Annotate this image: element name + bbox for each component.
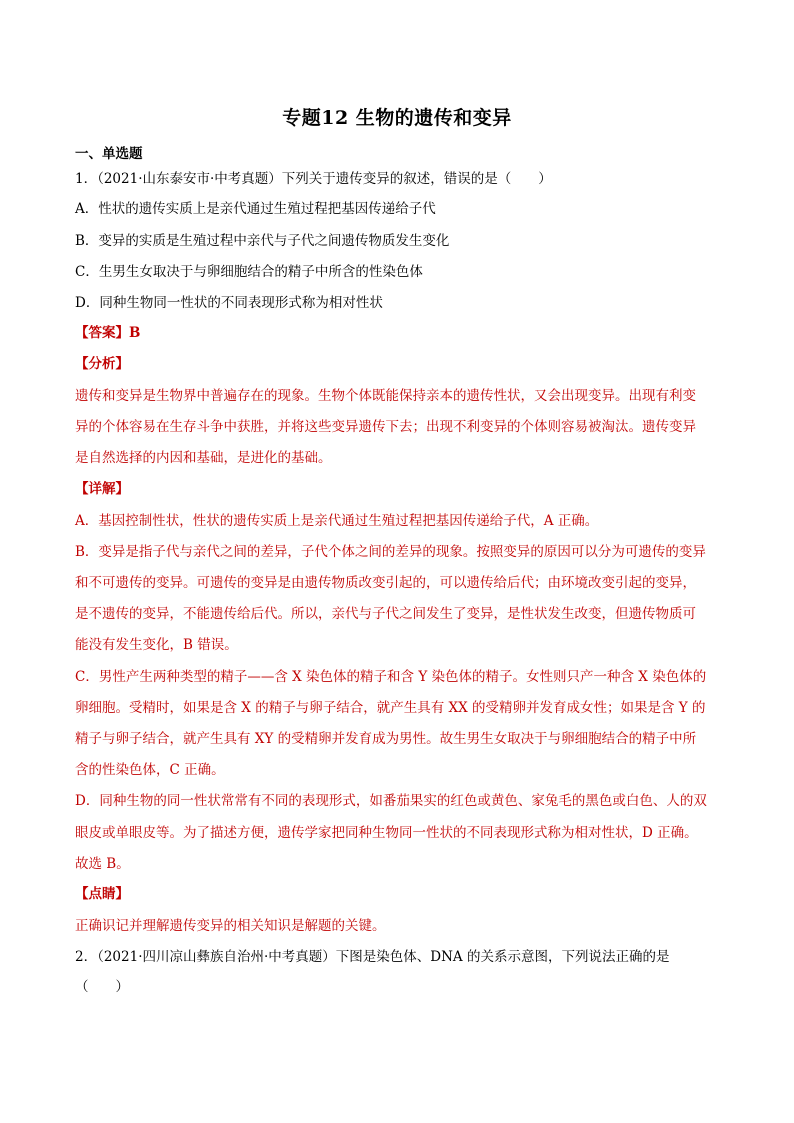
detail-line: 眼皮或单眼皮等。为了描述方便，遗传学家把同种生物同一性状的不同表现形式称为相对性状，D 正确。	[75, 825, 698, 841]
analysis-line: 是自然选择的内因和基础，是进化的基础。	[75, 450, 332, 466]
detail-line: 能没有发生变化，B 错误。	[75, 637, 238, 653]
section-heading: 一、单选题	[75, 146, 143, 162]
analysis-line: 异的个体容易在生存斗争中获胜，并将这些变异遗传下去；出现不利变异的个体则容易被淘汰。遗传变异	[75, 419, 696, 435]
detail-line: A．基因控制性状，性状的遗传实质上是亲代通过生殖过程把基因传递给子代，A 正确。	[75, 513, 599, 529]
question-2-stem: 2．（2021·四川凉山彝族自治州·中考真题）下图是染色体、DNA 的关系示意图，下列说法正确的是	[75, 949, 670, 965]
page-title: 专题12 生物的遗传和变异	[282, 107, 512, 129]
detail-line: B．变异是指子代与亲代之间的差异，子代个体之间的差异的现象。按照变异的原因可以分为可遗传的变异	[75, 544, 706, 560]
comment-line: 正确识记并理解遗传变异的相关知识是解题的关键。	[75, 918, 386, 934]
detail-line: 是不遗传的变异，不能遗传给后代。所以，亲代与子代之间发生了变异，是性状发生改变，但遗传物质可	[75, 606, 696, 622]
question-1-stem: 1．（2021·山东泰安市·中考真题）下列关于遗传变异的叙述，错误的是（ ）	[75, 171, 552, 187]
question-2-blank: （ ）	[75, 979, 129, 995]
question-1-option-a: A．性状的遗传实质上是亲代通过生殖过程把基因传递给子代	[75, 201, 436, 217]
question-1-option-b: B．变异的实质是生殖过程中亲代与子代之间遗传物质发生变化	[75, 233, 450, 249]
analysis-line: 遗传和变异是生物界中普遍存在的现象。生物个体既能保持亲本的遗传性状，又会出现变异。出现有利变	[75, 388, 696, 404]
answer-label: 【答案】B	[75, 325, 141, 341]
detail-line: 卵细胞。受精时，如果是含 X 的精子与卵子结合，就产生具有 XX 的受精卵并发育成女性；如果是含 Y 的	[75, 700, 706, 716]
question-1-option-c: C．生男生女取决于与卵细胞结合的精子中所含的性染色体	[75, 264, 423, 280]
detail-label: 【详解】	[75, 481, 129, 497]
detail-line: D．同种生物的同一性状常常有不同的表现形式，如番茄果实的红色或黄色、家兔毛的黑色或白色、人的双	[75, 793, 707, 809]
comment-label: 【点睛】	[75, 886, 129, 902]
analysis-label: 【分析】	[75, 356, 129, 372]
detail-line: 精子与卵子结合，就产生具有 XY 的受精卵并发育成为男性。故生男生女取决于与卵细胞结合的精子中所	[75, 731, 697, 747]
detail-line: 含的性染色体，C 正确。	[75, 762, 225, 778]
detail-line: 和不可遗传的变异。可遗传的变异是由遗传物质改变引起的，可以遗传给后代；由环境改变引起的变异，	[75, 575, 696, 591]
question-1-option-d: D．同种生物同一性状的不同表现形式称为相对性状	[75, 295, 383, 311]
detail-line: 故选 B。	[75, 856, 130, 872]
detail-line: C．男性产生两种类型的精子——含 X 染色体的精子和含 Y 染色体的精子。女性则只产一种含 X 染色体的	[75, 669, 707, 685]
